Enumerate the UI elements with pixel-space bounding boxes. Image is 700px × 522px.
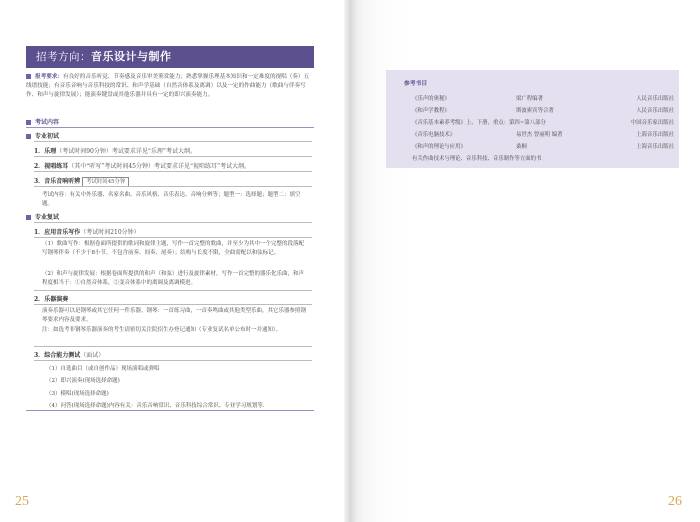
item-number: 1． — [34, 229, 45, 236]
performance-text: 演奏乐器可以是钢琴或其它任何一件乐器。钢琴：一首练习曲，一首奏鸣曲或其他类型乐曲。其它乐器参照钢琴要求内容及要求。 — [42, 308, 307, 324]
divider — [34, 171, 312, 172]
reference-row — [412, 142, 674, 152]
title-bar — [26, 46, 314, 68]
reference-box — [386, 70, 679, 168]
ref-title: 《和声的理论与应用》 — [412, 144, 466, 150]
item-note: （面试） — [80, 352, 105, 359]
prelim-heading — [26, 131, 59, 140]
ref-publisher: 人民音乐出版社 — [636, 108, 674, 114]
reference-row — [412, 130, 674, 140]
list-item: （2）即兴演奏(现场选择命题) — [46, 378, 120, 385]
prelim-heading-label: 专业初试 — [35, 133, 60, 140]
ref-title: 《和声学教程》 — [412, 108, 450, 114]
writing-song: （1）歌曲写作：根据卷面所提供的歌词和旋律主题，写作一首完整的歌曲，并至少为其中一个完整的段落配写钢琴伴奏（不少于8小节，不包含前奏、间奏、尾奏）；结构与长度不限，全曲需配以和弦标记。 — [42, 241, 305, 257]
ref-publisher: 上海音乐出版社 — [636, 132, 674, 138]
divider — [34, 237, 312, 238]
prelim-item-1 — [34, 146, 196, 155]
ref-author: 梁广程编著 — [516, 96, 543, 102]
reference-row — [412, 94, 674, 104]
item-number: 2． — [34, 163, 45, 170]
ref-publisher: 人民音乐出版社 — [636, 96, 674, 102]
content-heading-label: 考试内容 — [35, 119, 60, 126]
page-number-left: 25 — [15, 494, 29, 509]
prelim-item-2 — [34, 161, 250, 170]
ref-title: 《乐声的奥秘》 — [412, 96, 450, 102]
ref-author: 斯波索宾等合著 — [516, 108, 554, 114]
retest-item-2 — [34, 294, 68, 303]
item-name: 应用音乐写作 — [44, 229, 81, 236]
ability-list — [46, 363, 265, 413]
item-name: 乐理 — [44, 148, 57, 155]
time-box: 考试时间45分钟 — [82, 177, 129, 187]
item-number: 3． — [34, 178, 45, 185]
listening-content: 考试内容：有关中外乐器、名家名曲、音乐风格、音乐表达、音响分辨等；题型一：选择题；题型二：填空题。 — [42, 192, 301, 208]
ref-publisher: 中国音乐家出版社 — [630, 120, 674, 126]
item-name: 综合能力测试 — [44, 352, 81, 359]
requirements-label: 报考要求： — [35, 74, 63, 80]
content-heading — [26, 117, 314, 126]
divider — [34, 290, 312, 291]
square-bullet-icon — [26, 215, 31, 220]
ref-title: 《音乐基本素养考级》上、下册，重点：第四~第八部分 — [412, 120, 546, 126]
retest-item-1 — [34, 227, 140, 236]
ref-note-text: 有关作曲技术与理论、音乐科技、音乐制作等方面的书 — [412, 156, 542, 162]
retest-heading — [26, 212, 59, 221]
divider — [34, 141, 312, 142]
item-name: 视唱练耳 — [44, 163, 69, 170]
item-number: 1． — [34, 148, 45, 155]
item-note: （考试时间210分钟） — [80, 229, 140, 236]
ref-author: 桑桐 — [516, 144, 527, 150]
page-number-right: 26 — [668, 494, 682, 509]
list-item: （3）模唱(现场选择命题) — [46, 390, 109, 397]
item-note: （考试时间90分钟）考试要求详见“乐理”考试大纲。 — [56, 148, 196, 155]
list-item: （4）问答(现场选择命题)内容有关：音乐音响常识、音乐科技综合常识、专业学习规划等. — [46, 403, 265, 410]
divider — [34, 346, 312, 347]
requirements — [26, 73, 314, 101]
divider — [34, 222, 312, 223]
square-bullet-icon — [26, 134, 31, 139]
square-bullet-icon — [26, 120, 31, 125]
divider — [34, 304, 312, 305]
performance-note: 注：如选考非钢琴乐器演奏的考生请密切关注院招生办登记通知（专业复试名单公布时一并通知）。 — [42, 327, 282, 333]
item-name: 乐器演奏 — [44, 296, 69, 303]
ref-heading: 参考书目 — [404, 81, 428, 87]
item-number: 2． — [34, 296, 45, 303]
bottom-divider — [26, 410, 314, 411]
item-number: 3． — [34, 352, 45, 359]
ref-author: 易世杰 曾丽明 编著 — [516, 132, 563, 138]
square-bullet-icon — [26, 74, 31, 79]
divider — [34, 360, 312, 361]
divider — [34, 186, 312, 187]
page-title: 音乐设计与制作 — [91, 50, 172, 63]
reference-row — [412, 106, 674, 116]
retest-item-3 — [34, 350, 104, 359]
list-item: （1）自选曲目（或自创作品）现场演唱或弹唱 — [46, 366, 160, 372]
writing-harmony: （2）和声与旋律发展：根据卷面所提供的和声（和弦）进行及旋律素材，写作一首完整的器乐化乐曲，和声程度相当于：①自然音体系，②变音体系中的离调及离调模进。 — [42, 271, 305, 287]
title-prefix: 招考方向： — [36, 51, 91, 63]
reference-note — [412, 154, 674, 164]
reference-row — [412, 118, 674, 128]
divider — [26, 127, 314, 128]
divider — [34, 156, 312, 157]
requirements-text: 有良好的音乐听觉、节奏感及音乐审美鉴赏能力；熟悉掌握乐理基本知识和一定难度的视唱（奏）五线谱技能；有音乐音响与音乐科技的常识、和声学基础（自然音体系及离调）以及一定的作曲能力（歌曲与伴奏写作、和声与旋律发展）；能演奏键盘或其他乐器并具有一定的即兴演奏能力。 — [26, 74, 310, 99]
item-note: （其中“听写”考试时间45分钟）考试要求详见“视唱练耳”考试大纲。 — [68, 163, 251, 170]
ref-title: 《音乐电脑技术》 — [412, 132, 456, 138]
retest-heading-label: 专业复试 — [35, 214, 60, 221]
item-name: 音乐音响听辨 — [44, 178, 81, 185]
ref-publisher: 上海音乐出版社 — [636, 144, 674, 150]
